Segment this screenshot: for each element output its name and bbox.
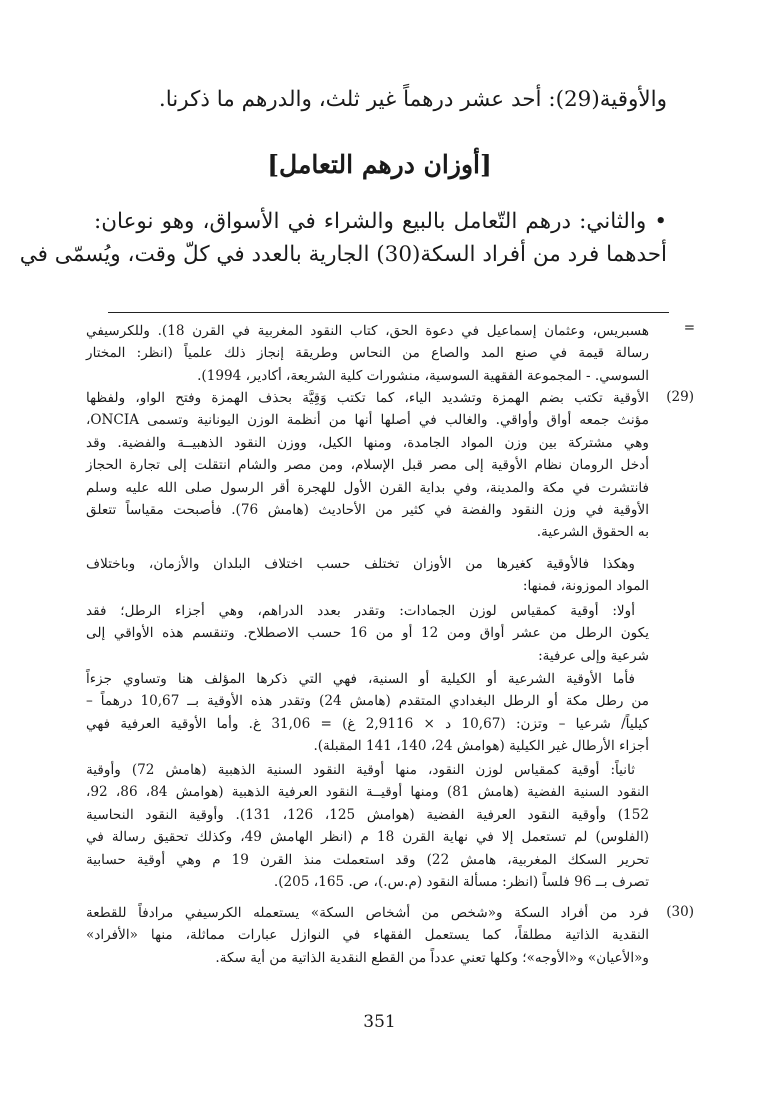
section-heading: [أوزان درهم التعامل]	[267, 150, 492, 179]
footnote-line: هسبريس، وعثمان إسماعيل في دعوة الحق، كتاب النقود المغربية في القرن 18). وللكرسيفي	[86, 323, 649, 339]
footnote-30	[86, 902, 649, 969]
footnote-line: تحرير السكك المغربية، هامش 22) وقد استعملت منذ القرن 19 م وهي أوقية حسابية	[86, 851, 649, 868]
footnote-line: وهكذا فالأوقية كغيرها من الأوزان تختلف حسب اختلاف البلدان والأزمان، وباختلاف	[86, 556, 635, 572]
footnote-separator	[108, 312, 669, 313]
footnote-line: السوسي. - المجموعة الفقهية السوسية، منشورات كلية الشريعة، أكادير، 1994).	[197, 367, 649, 384]
footnote-29-para-2	[86, 553, 649, 598]
footnote-line: كيلياً/ شرعيا – وتزن: (10,67 د × 2,9116 غ) = 31,06 غ. وأما الأوقية العرفية فهي	[86, 715, 649, 732]
main-line-2: • والثاني: درهم التّعامل بالبيع والشراء في الأسواق، وهو نوعان:	[94, 209, 667, 234]
footnote-line: النقدية الذاتية مطلقاً، كما يستعمل الفقهاء في النوازل عبارات مماثلة، منها «الأفراد»	[86, 927, 649, 944]
footnote-line: يكون الرطل من عشر أواق ومن 12 أو من 16 حسب الاصطلاح. وتنقسم هذه الأواقي إلى	[86, 625, 649, 642]
footnote-line: ثانياً: أوقية كمقياس لوزن النقود، منها أوقية النقود السنية الذهبية (هامش 72) وأوقية	[86, 762, 635, 778]
footnote-line: المواد الموزونة، فمنها:	[522, 578, 649, 595]
footnote-line: فأما الأوقية الشرعية أو الكيلية أو السنية، فهي التي ذكرها المؤلف هنا وتساوي جزءاً	[86, 671, 635, 687]
footnote-line: به الحقوق الشرعية.	[536, 524, 649, 541]
footnote-line: النقود السنية الفضية (هامش 81) ومنها أوقيــة النقود العرفية الذهبية (هوامش 84، 86، 92،	[86, 784, 649, 801]
footnote-number-30: (30)	[666, 904, 694, 920]
footnote-line: 152) وأوقية النقود العرفية الفضية (هوامش 125، 126، 131). وأوقية النقود النحاسية	[86, 806, 649, 823]
footnote-line: رسالة قيمة في صنع المد والصاع من النحاس وطريقة إنجاز ذلك علمياً (انظر: المختار	[86, 345, 649, 362]
footnote-line: من رطل مكة أو الرطل البغدادي المتقدم (هامش 24) وتقدر هذه الأوقية بــ 10,67 درهماً –	[86, 693, 650, 710]
footnote-29	[86, 387, 649, 544]
continuation-marker: =	[683, 320, 695, 336]
footnote-line: فانتشرت في مكة والمدينة، وفي بداية القرن الأول للهجرة أقر الرسول صلى الله عليه وسلم	[86, 479, 649, 496]
footnote-29-para-5	[86, 759, 649, 893]
footnote-29-para-3	[86, 600, 649, 667]
footnote-line: شرعية وإلى عرفية:	[538, 647, 649, 664]
footnote-line: أدخل الرومان نظام الأوقية إلى مصر قبل الإسلام، ومن مصر والشام انتقلت إلى تجارة الحجاز	[86, 457, 649, 474]
page-number: 351	[363, 1012, 396, 1032]
footnote-line: (الفلوس) لم تستعمل إلا في نهاية القرن 18 م (انظر الهامش 49، وكذلك تحقيق رسالة في	[86, 829, 650, 846]
footnote-29-para-4	[86, 668, 649, 758]
footnote-line: مؤنث جمعه أواق وأواقي. والغالب في أصلها أنها من أنظمة الوزن اليونانية وتسمى ONCIA،	[86, 412, 649, 429]
footnote-line: أجزاء الأرطال غير الكيلية (هوامش 24، 140، 141 المقبلة).	[313, 738, 649, 755]
main-line-1: والأوقية(29): أحد عشر درهماً غير ثلث، والدرهم ما ذكرنا.	[158, 87, 667, 112]
footnote-continuation	[86, 320, 649, 387]
footnote-number-29: (29)	[666, 389, 694, 405]
footnote-line: الأوقية في وزن النقود والفضة في كثير من الأحاديث (هامش 76). فأصبحت مقياساً تتعلق	[86, 502, 649, 519]
footnote-line: و«الأعيان» و«الأوجه»؛ وكلها تعني عدداً من القطع النقدية الذاتية من أية سكة.	[215, 949, 649, 966]
footnote-line: الأوقية تكتب بضم الهمزة وتشديد الياء، كما تكتب وَقِيَّة بحذف الهمزة وفتح الواو، ولفظها	[86, 390, 649, 406]
footnote-line: تصرف بــ 96 فلساً (انظر: مسألة النقود (م.س.)، ص. 165، 205).	[273, 874, 649, 891]
footnote-line: فرد من أفراد السكة و«شخص من أشخاص السكة» يستعمله الكرسيفي مرادفاً للقطعة	[86, 905, 649, 921]
footnote-line: وهي مشتركة بين وزن المواد الجامدة، ومنها الكيل، ووزن النقود الذهبيــة والفضية. وقد	[86, 434, 649, 451]
main-line-3: أحدهما فرد من أفراد السكة(30) الجارية بالعدد في كلّ وقت، ويُسمّى في	[19, 242, 667, 267]
footnote-line: أولا: أوقية كمقياس لوزن الجمادات: وتقدر بعدد الدراهم، وهي أجزاء الرطل؛ فقد	[86, 603, 635, 619]
